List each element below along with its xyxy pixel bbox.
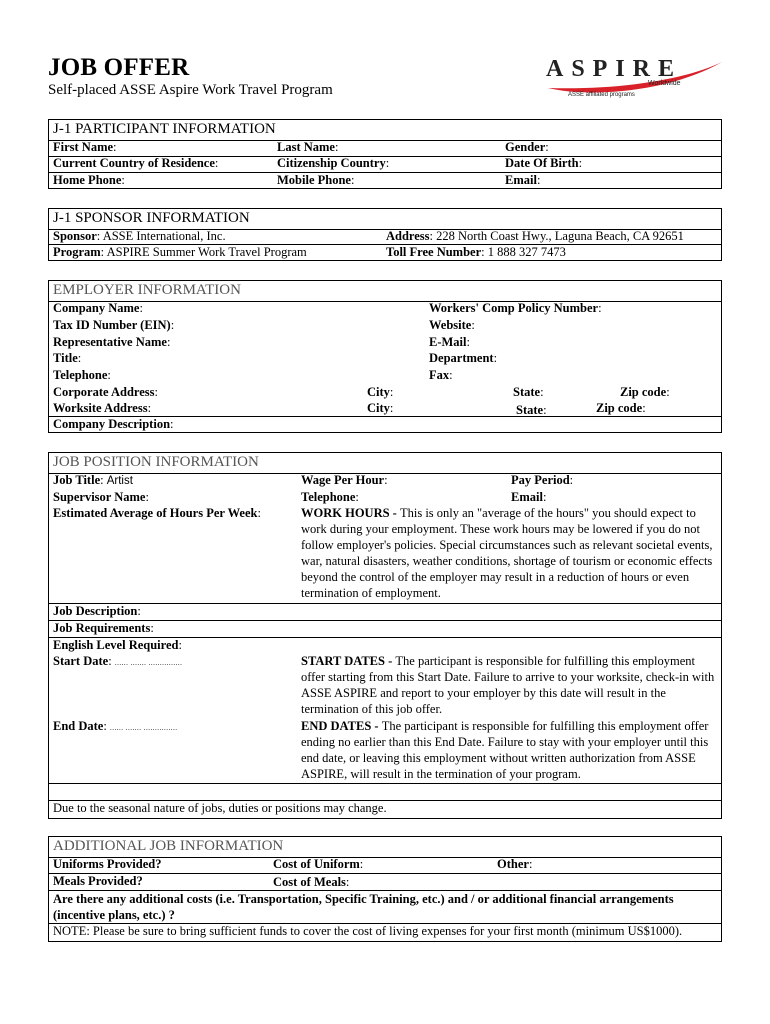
fax-label: Fax — [429, 368, 450, 382]
job-title-label: Job Title — [53, 473, 101, 487]
start-dates-text: The participant is responsible for fulfilling this employment offer starting from this Start Date. Failure to arrive to your worksite, check-in with ASSE ASPIRE and report to your employer by this date will result in the termination of this job offer. — [301, 654, 715, 716]
uniforms-label: Uniforms Provided? — [53, 857, 162, 871]
logo-world: Worldwide — [648, 80, 681, 87]
job-req-label: Job Requirements — [53, 621, 151, 635]
worksite-state-label: State — [516, 403, 544, 417]
telephone-label: Telephone — [53, 368, 108, 382]
sponsor-header — [49, 209, 721, 230]
page-title: JOB OFFER — [48, 54, 190, 81]
participant-heading: J-1 PARTICIPANT INFORMATION — [53, 121, 276, 137]
sponsor-heading: J-1 SPONSOR INFORMATION — [53, 210, 250, 226]
start-date-label: Start Date — [53, 654, 109, 668]
additional-costs-question: Are there any additional costs (i.e. Transportation, Specific Training, etc.) and / or additional financial arrangements (incentive plans, etc.) ? — [53, 892, 674, 922]
work-hours-label: WORK HOURS - — [301, 506, 400, 520]
employer-section: EMPLOYER INFORMATION Company Name: Workers' Comp Policy Number: Tax ID Number (EIN): Website: Representative Name: E-Mail: Title: Department: Telephone: Fax: Corporate Address: City: State: Zip code: Worksite Address: City: State: Zip code: Company Description: — [48, 280, 722, 433]
country-label: Current Country of Residence — [53, 156, 215, 170]
title-label: Title — [53, 351, 78, 365]
pay-period-label: Pay Period — [511, 473, 570, 487]
end-date-label: End Date — [53, 719, 104, 733]
tollfree-label: Toll Free Number — [386, 245, 482, 259]
logo-subtext: ASSE affiliated programs — [568, 92, 635, 98]
worksite-city-label: City — [367, 401, 390, 415]
corp-state-label: State — [513, 385, 541, 399]
department-label: Department — [429, 351, 494, 365]
address-value: 228 North Coast Hwy., Laguna Beach, CA 92651 — [436, 229, 684, 243]
position-section: JOB POSITION INFORMATION Job Title: Artist Wage Per Hour: Pay Period: Supervisor Name: Telephone: Email: Estimated Average of Hours Per Week: WORK HOURS - This is only an "average of the hours" you should expect to work during your employment. These work hours may be lowered if you do not follow employer's policies. Special circumstances such as relevant societal events, war, natural disasters, weather conditions, shortage of tourism or economic effects beyond the control of the employer may result in a reduction of hours or even termination of employment. Job Description: Job Requirements: English Level Required: Start Date: ...... ....... ............... START DATES - The participant is responsible for fulfilling this employment offer starting from this Start Date. Failure to arrive to your worksite, check-in with ASSE ASPIRE and report to your employer by this date will result in the termination of this job offer. End Date: ...... ....... ............... END DATES - The participant is responsible for fulfilling this employment offer ending no earlier than this End Date. Failure to stay with your employer until this end date, or leaving this employment without written authorization from ASSE ASPIRE, will result in the termination of your program. Due to the seasonal nature of jobs, duties or positions may change. — [48, 452, 722, 819]
position-heading: JOB POSITION INFORMATION — [53, 454, 259, 470]
sponsor-section: J-1 SPONSOR INFORMATION Sponsor: ASSE International, Inc. Address: 228 North Coast Hwy., Laguna Beach, CA 92651 Program: ASPIRE Summer Work Travel Program Toll Free Number: 1 888 327 7473 — [48, 208, 722, 261]
position-telephone-label: Telephone — [301, 490, 356, 504]
worksite-address-label: Worksite Address — [53, 401, 148, 415]
supervisor-label: Supervisor Name — [53, 490, 146, 504]
tax-id-label: Tax ID Number (EIN) — [53, 318, 171, 332]
wage-label: Wage Per Hour — [301, 473, 385, 487]
tollfree-value: 1 888 327 7473 — [487, 245, 566, 259]
start-dates-label: START DATES - — [301, 654, 396, 668]
sponsor-label: Sponsor — [53, 229, 97, 243]
work-hours-text: This is only an "average of the hours" you should expect to work during your employment. These work hours may be lowered if you do not follow employer's policies. Special circumstances such as relevant societal events, war, natural disasters, weather conditions, shortage of tourism or economic effects beyond the control of the employer may result in a reduction of hours or even termination of employment. — [301, 506, 713, 600]
funds-note: NOTE: Please be sure to bring sufficient funds to cover the cost of living expenses for your first month (minimum US$1000). — [53, 924, 683, 938]
mobile-phone-label: Mobile Phone — [277, 173, 351, 187]
seasonal-note: Due to the seasonal nature of jobs, duties or positions may change. — [53, 801, 387, 815]
participant-header — [49, 120, 721, 141]
citizenship-label: Citizenship Country — [277, 156, 386, 170]
job-title-value: Artist — [106, 475, 133, 487]
additional-header — [49, 837, 721, 858]
start-date-dots: ...... ....... ............... — [114, 659, 183, 667]
employer-heading: EMPLOYER INFORMATION — [53, 282, 241, 298]
aspire-logo-graphic — [540, 52, 725, 100]
cost-meals-label: Cost of Meals — [273, 875, 346, 889]
home-phone-label: Home Phone — [53, 173, 122, 187]
end-dates-text: The participant is responsible for fulfilling this employment offer ending no earlier than this End Date. Failure to stay with your employer until this end date, or leaving this employment without written authorization from ASSE ASPIRE, will result in the termination of your program. — [301, 719, 709, 781]
work-hours-note — [301, 505, 719, 601]
email-label: Email — [505, 173, 537, 187]
sponsor-value: ASSE International, Inc. — [102, 229, 226, 243]
end-dates-note — [301, 718, 719, 782]
employer-email-label: E-Mail — [429, 335, 467, 349]
additional-heading: ADDITIONAL JOB INFORMATION — [53, 838, 284, 854]
meals-label: Meals Provided? — [53, 874, 143, 888]
end-date-dots: ...... ....... ............... — [109, 724, 178, 732]
first-name-label: First Name — [53, 140, 114, 154]
workers-comp-label: Workers' Comp Policy Number — [429, 301, 599, 315]
gender-label: Gender — [505, 140, 546, 154]
address-label: Address — [386, 229, 430, 243]
position-email-label: Email — [511, 490, 543, 504]
additional-section: ADDITIONAL JOB INFORMATION Uniforms Provided? Cost of Uniform: Other: Meals Provided? Cost of Meals: Are there any additional costs (i.e. Transportation, Specific Training, etc.) and / or additional financial arrangements (incentive plans, etc.) ? NOTE: Please be sure to bring sufficient funds to cover the cost of living expenses for your first month (minimum US$1000). — [48, 836, 722, 942]
job-desc-label: Job Description — [53, 604, 138, 618]
logo-text: ASPIRE — [546, 56, 683, 82]
company-desc-label: Company Description — [53, 417, 171, 431]
participant-section: J-1 PARTICIPANT INFORMATION First Name: Last Name: Gender: Current Country of Residence: Citizenship Country: Date Of Birth: Home Phone: Mobile Phone: Email: — [48, 119, 722, 189]
rep-name-label: Representative Name — [53, 335, 167, 349]
corp-address-label: Corporate Address — [53, 385, 155, 399]
cost-uniform-label: Cost of Uniform — [273, 857, 360, 871]
start-dates-note — [301, 653, 719, 717]
last-name-label: Last Name — [277, 140, 335, 154]
website-label: Website — [429, 318, 472, 332]
company-name-label: Company Name — [53, 301, 140, 315]
other-label: Other — [497, 857, 529, 871]
program-label: Program — [53, 245, 101, 259]
worksite-zip-label: Zip code — [596, 401, 643, 415]
page-subtitle: Self-placed ASSE Aspire Work Travel Program — [48, 82, 333, 98]
dob-label: Date Of Birth — [505, 156, 579, 170]
position-header — [49, 453, 721, 474]
employer-header — [49, 281, 721, 302]
english-label: English Level Required — [53, 638, 179, 652]
program-value: ASPIRE Summer Work Travel Program — [106, 245, 307, 259]
end-dates-label: END DATES - — [301, 719, 382, 733]
est-hours-label: Estimated Average of Hours Per Week — [53, 506, 258, 520]
corp-city-label: City — [367, 385, 390, 399]
corp-zip-label: Zip code — [620, 385, 667, 399]
aspire-logo — [540, 52, 725, 100]
